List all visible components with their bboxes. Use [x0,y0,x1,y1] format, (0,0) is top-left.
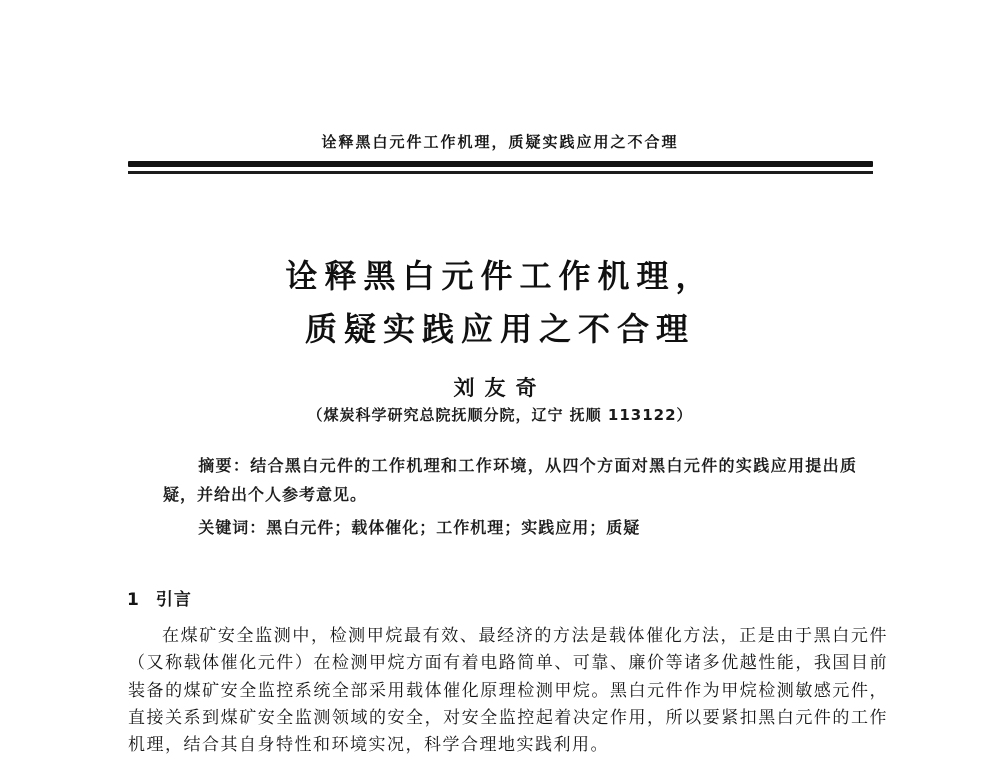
section-heading [127,585,192,610]
section-title: 引言 [155,590,192,610]
header-rule [128,161,873,174]
intro-paragraph: 在煤矿安全监测中，检测甲烷最有效、最经济的方法是载体催化方法，正是由于黑白元件（又称载体催化元件）在检测甲烷方面有着电路简单、可靠、廉价等诸多优越性能，我国目前装备的煤矿安全监控系统全部采用载体催化原理检测甲烷。黑白元件作为甲烷检测敏感元件，直接关系到煤矿安全监测领域的安全，对安全监控起着决定作用，所以要紧扣黑白元件的工作机理，结合其自身特性和环境实况，科学合理地实践利用。 [128,626,888,756]
article-title [0,250,1000,356]
abstract-text: 结合黑白元件的工作机理和工作环境，从四个方面对黑白元件的实践应用提出质疑，并给出个人参考意见。 [163,456,857,504]
abstract-paragraph [163,451,857,509]
header-rule-thin [128,171,873,174]
keywords-label: 关键词： [198,518,267,537]
header-rule-thick [128,161,873,167]
article-title-line2: 质疑实践应用之不合理 [304,310,695,348]
author-affiliation: （煤炭科学研究总院抚顺分院，辽宁 抚顺 113122） [307,406,693,424]
article-title-line1: 诠释黑白元件工作机理， [285,257,715,295]
abstract-label: 摘要： [198,456,251,475]
section-number: 1 [127,590,140,610]
author-name: 刘友奇 [453,375,547,400]
keywords-text: 黑白元件；载体催化；工作机理；实践应用；质疑 [266,518,641,537]
keywords-line [163,513,857,542]
running-header: 诠释黑白元件工作机理，质疑实践应用之不合理 [321,133,679,151]
